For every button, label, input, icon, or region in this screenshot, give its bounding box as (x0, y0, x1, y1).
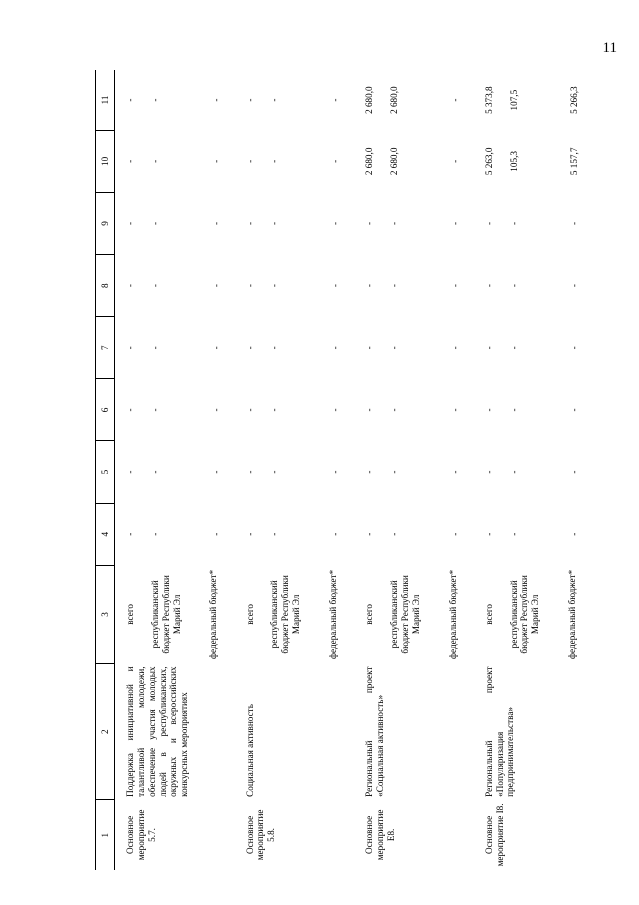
value: - (508, 408, 519, 412)
funding-source-label: федеральный бюджет* (208, 569, 219, 659)
value-cell (361, 130, 481, 192)
header-col-8: 8 (96, 255, 115, 317)
activity-id: Основное мероприятие 5.8. (244, 809, 277, 861)
value: - (389, 408, 400, 412)
funding-sources (481, 565, 601, 663)
value-cell (361, 503, 481, 565)
value: - (149, 98, 160, 102)
value-cell (242, 503, 362, 565)
value-cell (481, 503, 601, 565)
value-cell (242, 379, 362, 441)
table-row (115, 70, 242, 870)
header-col-4: 4 (96, 503, 115, 565)
value: - (125, 221, 135, 226)
funding-source-label: всего (244, 604, 255, 625)
value: - (269, 284, 280, 288)
value: - (149, 408, 160, 412)
value: 2 680,0 (364, 147, 375, 176)
value-cell (242, 70, 362, 130)
table-row (481, 70, 601, 870)
value: - (149, 346, 160, 350)
value: - (449, 284, 460, 288)
value: - (125, 284, 135, 288)
value-cell (481, 317, 601, 379)
value: - (483, 221, 494, 226)
value: - (508, 346, 519, 350)
value-cell (481, 255, 601, 317)
funding-source-label: федеральный бюджет* (567, 569, 578, 659)
activity-id: Основное мероприятие I8. (483, 803, 505, 867)
value: 105,3 (508, 151, 519, 172)
funding-source-label: федеральный бюджет* (447, 569, 458, 659)
value-cell (481, 441, 601, 503)
value: - (449, 159, 460, 163)
value: - (125, 470, 135, 474)
value: - (389, 470, 400, 474)
value: - (330, 284, 341, 288)
header-row (96, 70, 115, 870)
activity-name: Региональный проект «Популяризация предпринимательства» (483, 666, 516, 797)
value: - (330, 470, 341, 474)
activity-name: Региональный проект «Социальная активность» (364, 666, 386, 797)
value-cell (481, 70, 601, 130)
value: - (149, 532, 160, 536)
value: - (483, 346, 494, 350)
value: - (244, 159, 255, 163)
value: - (244, 470, 255, 474)
value: - (269, 470, 280, 474)
value: - (364, 346, 375, 350)
value-cell (481, 130, 601, 192)
value: - (210, 284, 221, 288)
funding-sources (361, 565, 481, 663)
value: - (244, 284, 255, 288)
value: - (244, 408, 255, 412)
header-col-11: 11 (96, 70, 115, 130)
value: - (149, 159, 160, 163)
value: - (483, 470, 494, 474)
funding-source-label: республиканский бюджет Республики Марий Эл (269, 575, 302, 654)
value: - (244, 346, 255, 350)
value: - (364, 532, 375, 536)
table-row (361, 70, 481, 870)
value: - (483, 284, 494, 288)
value: - (210, 470, 221, 474)
value-cell (242, 441, 362, 503)
value: - (125, 98, 135, 102)
value: - (149, 284, 160, 288)
value: - (269, 532, 280, 536)
value: - (389, 346, 400, 350)
value: - (125, 346, 135, 350)
table-row (242, 70, 362, 870)
value: - (125, 159, 135, 163)
value: - (508, 221, 519, 226)
value: - (269, 159, 280, 163)
value: - (449, 532, 460, 536)
page-number: 11 (602, 40, 617, 56)
value: - (508, 470, 519, 474)
header-col-2: 2 (96, 664, 115, 800)
header-col-7: 7 (96, 317, 115, 379)
funding-source-label: республиканский бюджет Республики Марий Эл (508, 575, 541, 654)
value: - (244, 98, 255, 102)
value: - (269, 221, 280, 226)
value: - (269, 98, 280, 102)
value: 2 680,0 (389, 147, 400, 176)
header-col-6: 6 (96, 379, 115, 441)
funding-source-label: федеральный бюджет* (328, 569, 339, 659)
funding-source-label: республиканский бюджет Республики Марий Эл (389, 575, 421, 654)
value: - (569, 346, 580, 350)
value: - (269, 346, 280, 350)
value-cell (115, 192, 242, 254)
activity-id: Основное мероприятие 5.7. (125, 809, 157, 861)
value: - (210, 221, 221, 226)
activity-name: Социальная активность (244, 704, 255, 797)
value: - (330, 98, 341, 102)
value-cell (242, 192, 362, 254)
value: - (149, 221, 160, 226)
value-cell (242, 130, 362, 192)
value: - (569, 221, 580, 226)
value-cell (115, 255, 242, 317)
value-cell (115, 317, 242, 379)
value-cell (361, 441, 481, 503)
value: 5 373,8 (483, 86, 494, 114)
value: - (483, 408, 494, 412)
rotated-table-container (95, 70, 635, 870)
value: - (244, 532, 255, 536)
value: 2 680,0 (389, 86, 400, 114)
value: - (244, 221, 255, 226)
value: - (210, 408, 221, 412)
value: - (210, 346, 221, 350)
value: - (364, 221, 375, 226)
value: - (508, 284, 519, 288)
value: - (364, 408, 375, 412)
funding-sources (115, 565, 242, 663)
value: - (210, 159, 221, 163)
value: - (330, 532, 341, 536)
value-cell (481, 192, 601, 254)
activity-id: Основное мероприятие E8. (364, 809, 396, 861)
value: - (389, 284, 400, 288)
value-cell (115, 441, 242, 503)
value: - (483, 532, 494, 536)
value-cell (115, 70, 242, 130)
value: - (449, 408, 460, 412)
value-cell (361, 255, 481, 317)
value-cell (361, 317, 481, 379)
value: - (569, 408, 580, 412)
value: 5 157,7 (569, 147, 580, 176)
value: - (569, 284, 580, 288)
value-cell (115, 503, 242, 565)
header-col-10: 10 (96, 130, 115, 192)
value: - (210, 98, 221, 102)
value: 5 263,0 (483, 147, 494, 176)
value: - (364, 284, 375, 288)
value: - (125, 408, 135, 412)
value: - (569, 470, 580, 474)
value: - (449, 470, 460, 474)
value-cell (115, 379, 242, 441)
value: - (389, 221, 400, 226)
value-cell (242, 317, 362, 379)
header-col-3: 3 (96, 565, 115, 663)
value: - (125, 532, 135, 536)
value: - (508, 532, 519, 536)
budget-table (95, 70, 600, 870)
value: - (269, 408, 280, 412)
value-cell (361, 192, 481, 254)
value: 5 266,3 (569, 86, 580, 114)
value: - (330, 346, 341, 350)
value: - (210, 532, 221, 536)
header-col-5: 5 (96, 441, 115, 503)
value: 107,5 (508, 89, 519, 111)
value: - (389, 532, 400, 536)
value: - (364, 470, 375, 474)
header-col-9: 9 (96, 192, 115, 254)
value-cell (361, 70, 481, 130)
table-body (115, 70, 601, 870)
value: - (149, 470, 160, 474)
value-cell (481, 379, 601, 441)
funding-source-label: республиканский бюджет Республики Марий Эл (149, 575, 182, 654)
value-cell (115, 130, 242, 192)
value: - (449, 221, 460, 226)
funding-sources (242, 565, 362, 663)
value: - (449, 98, 460, 102)
funding-source-label: всего (364, 604, 375, 625)
funding-source-label: всего (125, 604, 135, 625)
value-cell (361, 379, 481, 441)
value: - (330, 221, 341, 226)
value: - (449, 346, 460, 350)
value-cell (242, 255, 362, 317)
funding-source-label: всего (483, 604, 494, 625)
value: - (569, 532, 580, 536)
value: - (330, 159, 341, 163)
header-col-1: 1 (96, 800, 115, 870)
activity-name: Поддержка инициативной и талантливой молодежи, обеспечение участия молодых людей в республиканских, окружных и всероссийских конкурсных мероприятиях (125, 666, 190, 797)
value: - (330, 408, 341, 412)
value: 2 680,0 (364, 86, 375, 114)
